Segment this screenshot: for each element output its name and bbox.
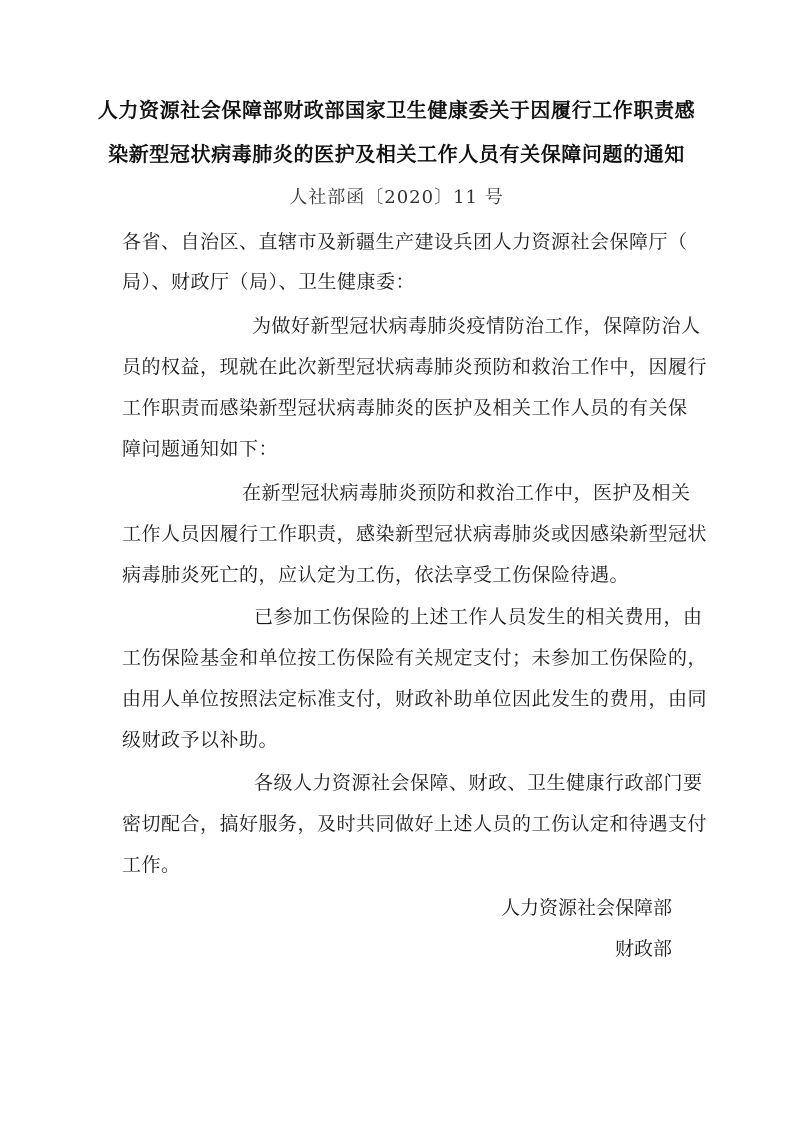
paragraph-2-line: 在新型冠状病毒肺炎预防和救治工作中，医护及相关	[242, 482, 691, 504]
paragraph-1-line: 障问题通知如下：	[122, 438, 279, 460]
document-title-line-1: 人力资源社会保障部财政部国家卫生健康委关于因履行工作职责感	[97, 98, 696, 122]
paragraph-3-line: 工伤保险基金和单位按工伤保险有关规定支付；未参加工伤保险的，	[122, 647, 708, 669]
paragraph-4-line: 各级人力资源社会保障、财政、卫生健康行政部门要	[254, 772, 703, 794]
paragraph-4-line: 工作。	[122, 854, 181, 876]
paragraph-2-line: 工作人员因履行工作职责，感染新型冠状病毒肺炎或因感染新型冠状	[122, 523, 708, 545]
document-title-line-2: 染新型冠状病毒肺炎的医护及相关工作人员有关保障问题的通知	[108, 142, 685, 166]
addressee-line-2: 局）、财政厅（局）、卫生健康委：	[122, 271, 416, 293]
signatory-mof: 财政部	[614, 938, 672, 960]
paragraph-1-line: 工作职责而感染新型冠状病毒肺炎的医护及相关工作人员的有关保	[122, 397, 688, 419]
paragraph-3-line: 由用人单位按照法定标准支付，财政补助单位因此发生的费用，由同	[122, 688, 708, 710]
signatory-mohrss: 人力资源社会保障部	[500, 897, 672, 919]
paragraph-3-line: 已参加工伤保险的上述工作人员发生的相关费用，由	[254, 606, 703, 628]
document-number: 人社部函〔2020〕11 号	[289, 187, 504, 208]
addressee-line-1: 各省、自治区、直辖市及新疆生产建设兵团人力资源社会保障厅（	[122, 231, 688, 253]
paragraph-2-line: 病毒肺炎死亡的，应认定为工伤，依法享受工伤保险待遇。	[122, 564, 630, 586]
paragraph-4-line: 密切配合，搞好服务，及时共同做好上述人员的工伤认定和待遇支付	[122, 813, 708, 835]
paragraph-1-line: 为做好新型冠状病毒肺炎疫情防治工作，保障防治人	[252, 315, 701, 337]
paragraph-1-line: 员的权益，现就在此次新型冠状病毒肺炎预防和救治工作中，因履行	[122, 356, 708, 378]
paragraph-3-line: 级财政予以补助。	[122, 729, 279, 751]
